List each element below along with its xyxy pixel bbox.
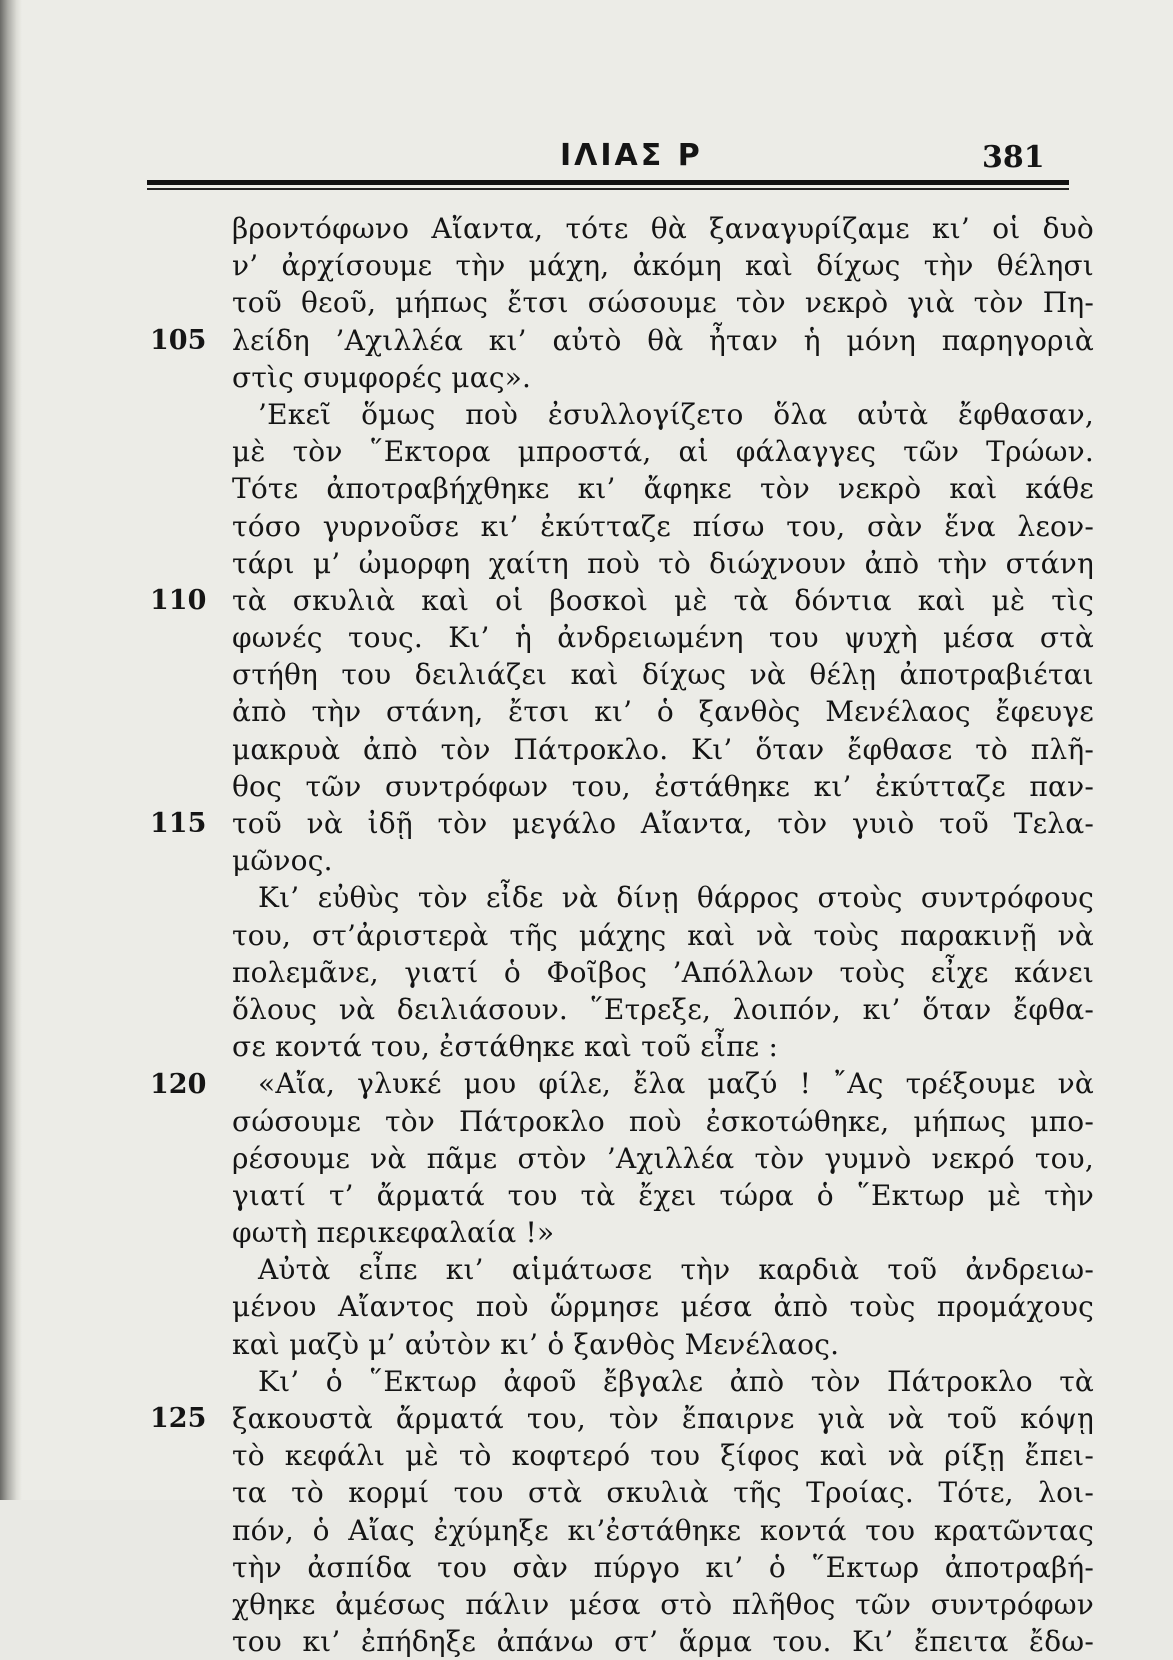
text-line: θος τῶν συντρόφων του, ἐστάθηκε κι’ ἐκύτταζε παν-: [232, 769, 1094, 803]
text-line: φωνές τους. Κι’ ἡ ἀνδρειωμένη του ψυχὴ μέσα στὰ: [232, 621, 1094, 655]
page-spine-shadow: [0, 0, 22, 1500]
text-line: μένου Αἴαντος ποὺ ὥρμησε μέσα ἀπὸ τοὺς προμάχους: [232, 1290, 1094, 1324]
running-head-title: ΙΛΙΑΣ Ρ: [560, 138, 703, 173]
text-line: πόν, ὁ Αἴας ἐχύμηξε κι’ἐστάθηκε κοντά του κρατῶντας: [232, 1513, 1094, 1547]
text-line: λείδη ’Αχιλλέα κι’ αὐτὸ θὰ ἦταν ἡ μόνη παρηγοριὰ: [232, 323, 1094, 357]
header-rule-thin: [147, 188, 1069, 190]
text-line: τάρι μ’ ὠμορφη χαίτη ποὺ τὸ διώχνουν ἀπὸ τὴν στάνη: [232, 546, 1094, 580]
text-line: ὅλους νὰ δειλιάσουν. ῞Ετρεξε, λοιπόν, κι’ ὅταν ἔφθα-: [232, 992, 1094, 1026]
text-line: καὶ μαζὺ μ’ αὐτὸν κι’ ὁ ξανθὸς Μενέλαος.: [232, 1327, 840, 1361]
verse-line-number: 115: [150, 808, 207, 840]
text-line: γιατί τ’ ἄρματά του τὰ ἔχει τώρα ὁ ῞Εκτωρ μὲ τὴν: [232, 1178, 1094, 1212]
text-line: στήθη του δειλιάζει καὶ δίχως νὰ θέλῃ ἀποτραβιέται: [232, 658, 1094, 692]
text-line: Τότε ἀποτραβήχθηκε κι’ ἄφηκε τὸν νεκρὸ καὶ κάθε: [232, 472, 1094, 506]
text-line: βροντόφωνο Αἴαντα, τότε θὰ ξαναγυρίζαμε κι’ οἱ δυὸ: [232, 212, 1094, 245]
text-line: τοῦ θεοῦ, μήπως ἔτσι σώσουμε τὸν νεκρὸ γιὰ τὸν Πη-: [232, 286, 1094, 320]
text-line: Κι’ ὁ ῞Εκτωρ ἀφοῦ ἔβγαλε ἀπὸ τὸν Πάτροκλο τὰ: [258, 1364, 1094, 1398]
text-line: του, στ’ἀριστερὰ τῆς μάχης καὶ νὰ τοὺς παρακινῇ νὰ: [232, 918, 1094, 952]
verse-line-number: 125: [150, 1403, 207, 1435]
text-line: ἀπὸ τὴν στάνη, ἔτσι κι’ ὁ ξανθὸς Μενέλαος ἔφευγε: [232, 695, 1094, 729]
verse-line-number: 105: [150, 324, 207, 356]
text-line: ν’ ἀρχίσουμε τὴν μάχη, ἀκόμη καὶ δίχως τὴν θέλησι: [232, 249, 1094, 283]
text-line: στὶς συμφορές μας».: [232, 360, 532, 394]
text-line: μακρυὰ ἀπὸ τὸν Πάτροκλο. Κι’ ὅταν ἔφθασε τὸ πλῆ-: [232, 732, 1094, 766]
verse-line-number: 120: [150, 1068, 207, 1100]
text-line: σε κοντά του, ἐστάθηκε καὶ τοῦ εἶπε :: [232, 1030, 779, 1064]
header-rule-thick: [147, 180, 1069, 185]
text-line: τόσο γυρνοῦσε κι’ ἐκύτταζε πίσω του, σὰν ἕνα λεον-: [232, 509, 1094, 543]
page-number: 381: [982, 140, 1045, 175]
text-line: Αὐτὰ εἶπε κι’ αἱμάτωσε τὴν καρδιὰ τοῦ ἀνδρειω-: [258, 1253, 1094, 1287]
verse-line-number: 110: [150, 585, 207, 616]
text-line: τὸ κεφάλι μὲ τὸ κοφτερό του ξίφος καὶ νὰ ρίξῃ ἔπει-: [232, 1439, 1094, 1473]
body-text: [232, 210, 1094, 1660]
text-line: τα τὸ κορμί του στὰ σκυλιὰ τῆς Τροίας. Τότε, λοι-: [232, 1476, 1094, 1510]
text-line: μὲ τὸν ῞Εκτορα μπροστά, αἱ φάλαγγες τῶν Τρώων.: [232, 435, 1094, 469]
text-line: πολεμᾶνε, γιατί ὁ Φοῖβος ’Απόλλων τοὺς εἶχε κάνει: [232, 955, 1094, 989]
text-line: του κι’ ἐπήδηξε ἀπάνω στ’ ἅρμα του. Κι’ ἔπειτα ἔδω-: [232, 1625, 1094, 1659]
text-line: σώσουμε τὸν Πάτροκλο ποὺ ἐσκοτώθηκε, μήπως μπο-: [232, 1104, 1094, 1138]
text-line: τὴν ἀσπίδα του σὰν πύργο κι’ ὁ ῞Εκτωρ ἀποτραβή-: [232, 1550, 1094, 1584]
text-line: «Αἴα, γλυκέ μου φίλε, ἔλα μαζύ ! ῎Ας τρέξουμε νὰ: [258, 1067, 1094, 1101]
text-line: τοῦ νὰ ἰδῇ τὸν μεγάλο Αἴαντα, τὸν γυιὸ τοῦ Τελα-: [232, 807, 1094, 840]
text-line: ρέσουμε νὰ πᾶμε στὸν ’Αχιλλέα τὸν γυμνὸ νεκρό του,: [232, 1141, 1094, 1175]
text-line: φωτὴ περικεφαλαία !»: [232, 1216, 555, 1250]
text-line: χθηκε ἀμέσως πάλιν μέσα στὸ πλῆθος τῶν συντρόφων: [232, 1587, 1094, 1621]
header-double-rule: [147, 180, 1069, 191]
text-line: μῶνος.: [232, 844, 333, 878]
text-line: Κι’ εὐθὺς τὸν εἶδε νὰ δίνῃ θάρρος στοὺς συντρόφους: [258, 881, 1094, 915]
text-line: τὰ σκυλιὰ καὶ οἱ βοσκοὶ μὲ τὰ δόντια καὶ μὲ τὶς: [232, 583, 1094, 617]
text-line: ξακουστὰ ἄρματά του, τὸν ἔπαιρνε γιὰ νὰ τοῦ κόψῃ: [232, 1402, 1094, 1435]
text-line: ’Εκεῖ ὅμως ποὺ ἐσυλλογίζετο ὅλα αὐτὰ ἔφθασαν,: [258, 397, 1094, 431]
